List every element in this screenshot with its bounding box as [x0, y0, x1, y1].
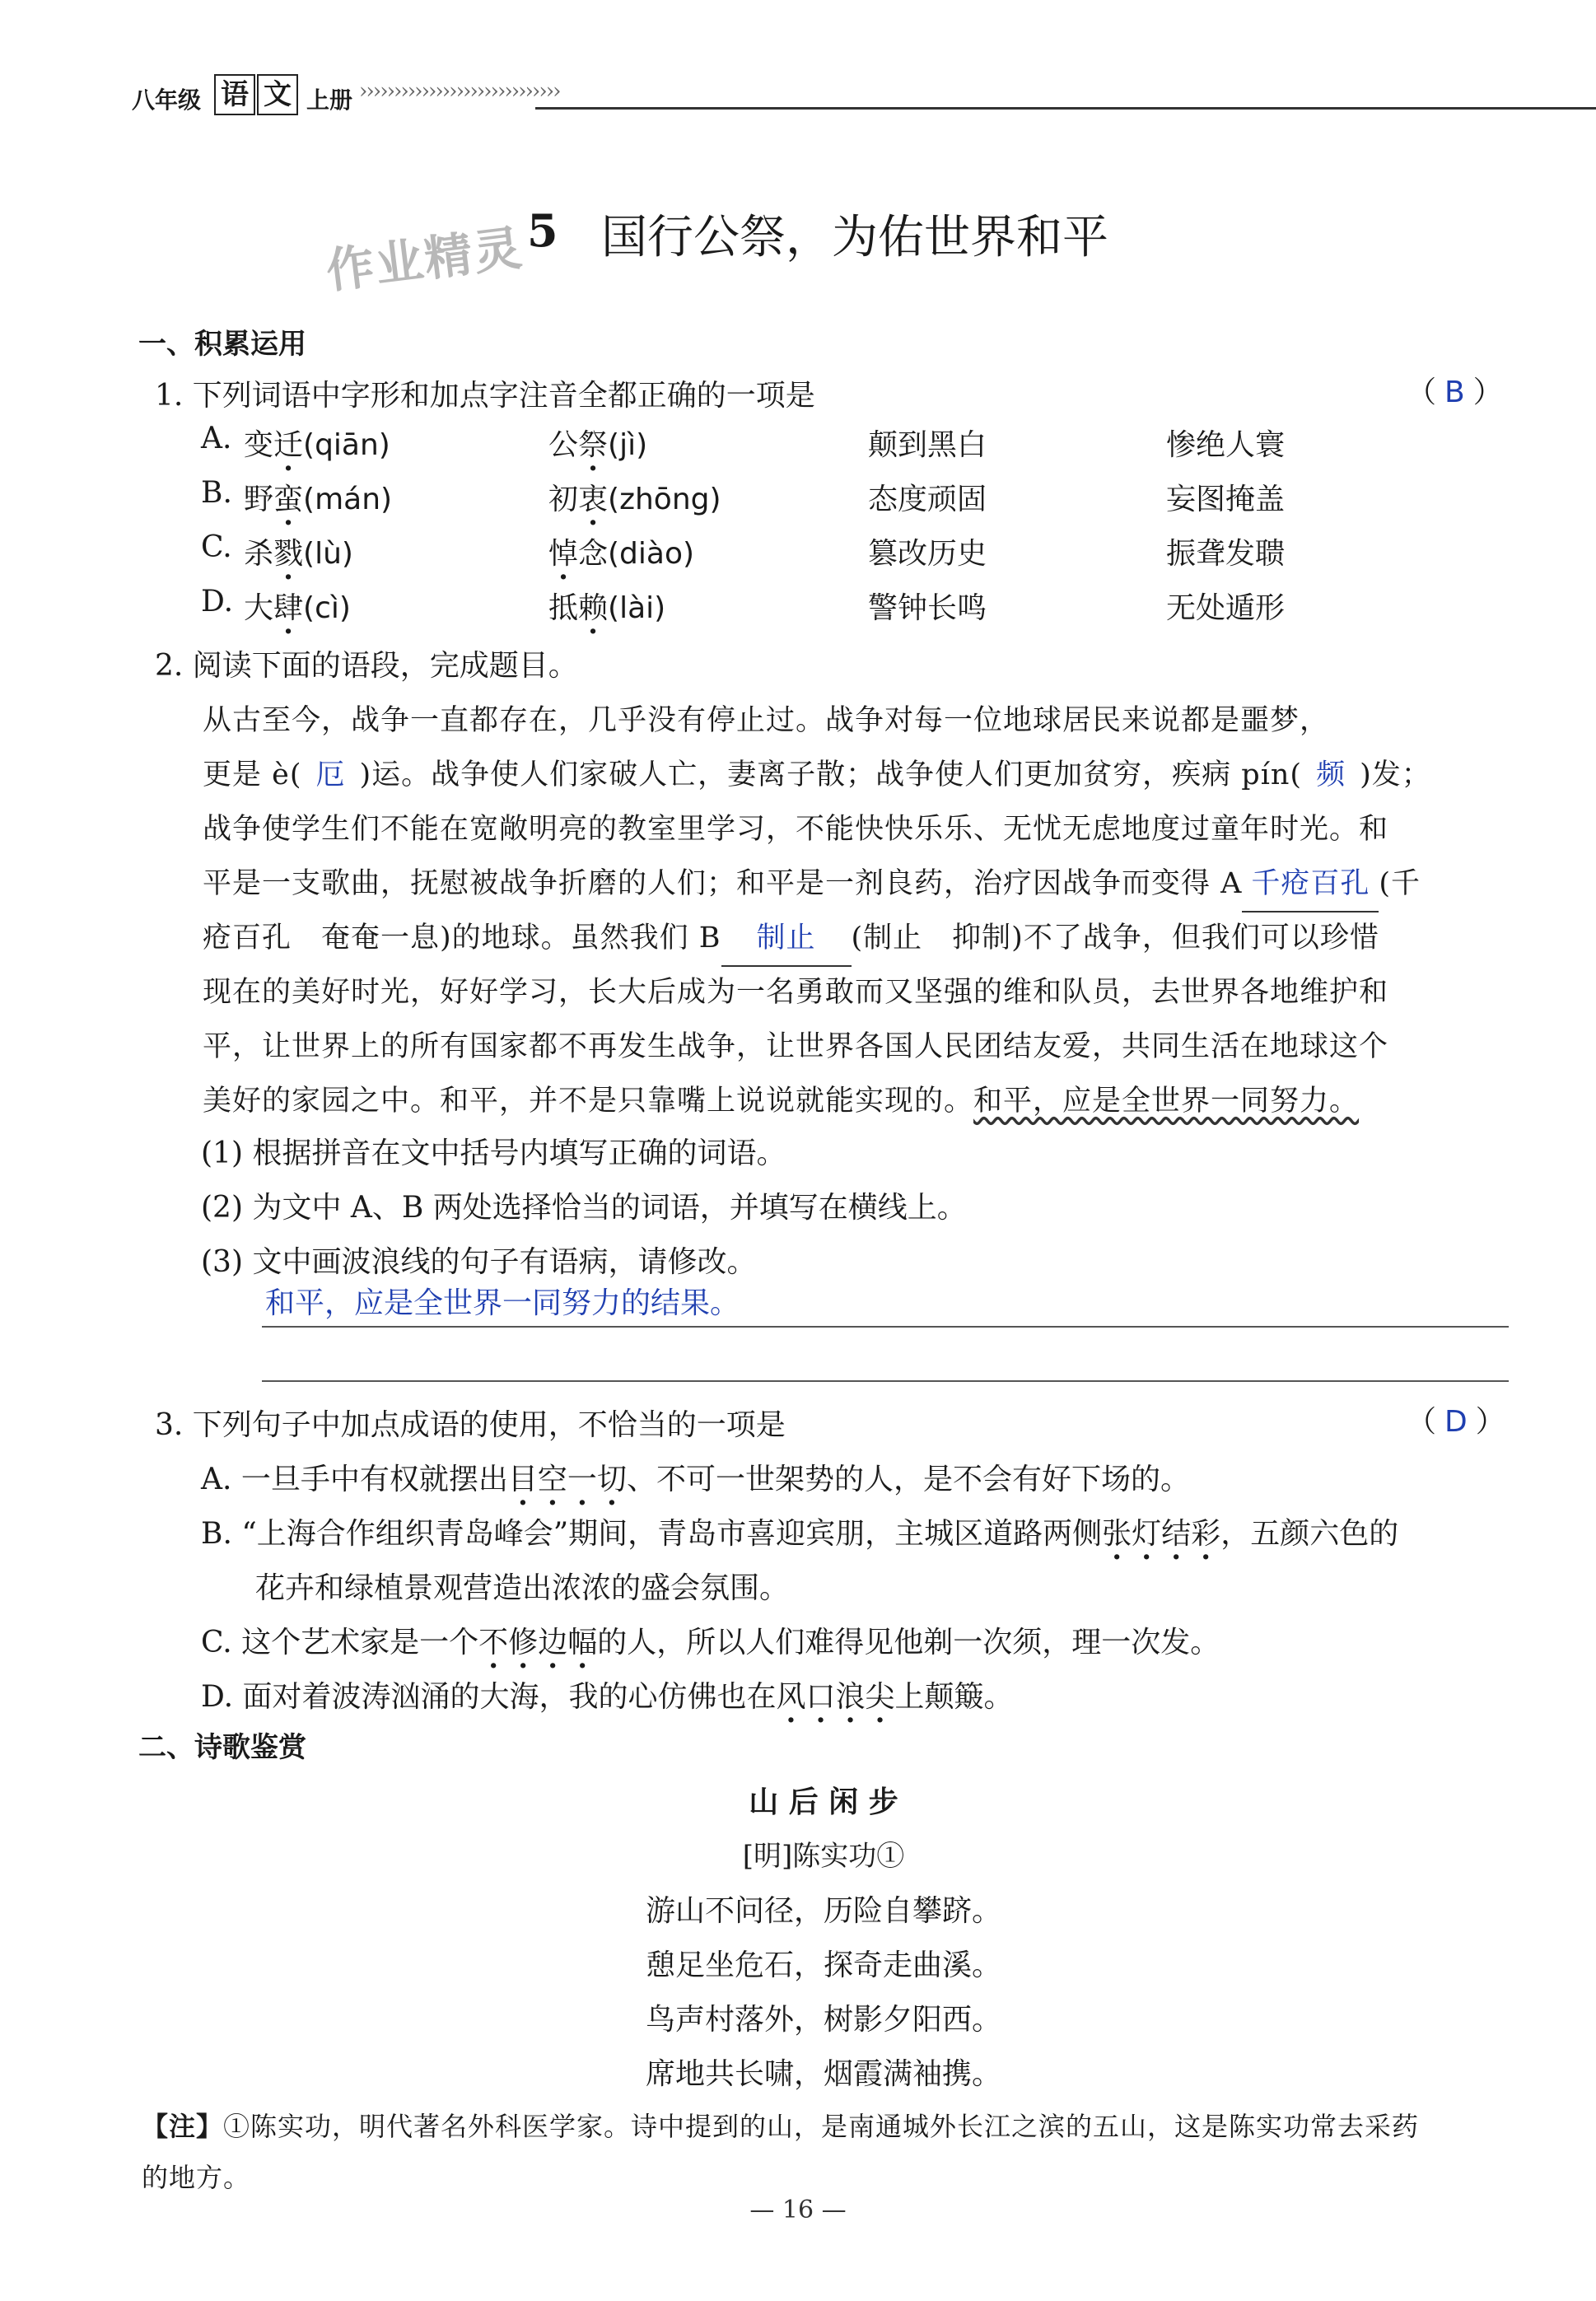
- q3-option-a: [201, 1456, 1190, 1498]
- dotted-idiom-b: [1102, 1517, 1220, 1551]
- option-label: B.: [201, 476, 232, 510]
- poem-title: 山 后 闲 步: [749, 1785, 898, 1819]
- q3-stem: 3. 下列句子中加点成语的使用，不恰当的一项是: [155, 1408, 786, 1442]
- word-text: 警钟长鸣: [868, 591, 987, 625]
- word-text: 抵: [548, 591, 579, 625]
- footnote-line-2: 的地方。: [142, 2162, 251, 2193]
- option-label-cell: [201, 476, 232, 510]
- q1-stem: 1. 下列词语中字形和加点字注音全都正确的一项是: [155, 379, 815, 413]
- q1-answer: B: [1444, 376, 1465, 409]
- word-text: 妄图掩盖: [1166, 483, 1286, 516]
- dotted-char: 蛮: [273, 483, 304, 516]
- dotted-char: 尖: [865, 1680, 895, 1714]
- dotted-char: 一: [567, 1463, 597, 1496]
- subject-char-1: 语: [214, 74, 255, 115]
- header-chevrons: ›››››››››››››››››››››››››››››: [359, 79, 560, 104]
- word-text: 振聋发聩: [1166, 537, 1286, 571]
- dotted-char: 肆: [273, 591, 304, 625]
- q2-sub-2: (2) 为文中 A、B 两处选择恰当的词语，并填写在横线上。: [201, 1191, 967, 1225]
- dotted-char: 切: [596, 1463, 627, 1496]
- option-word-4: [1166, 476, 1285, 518]
- footnote-line-1: ①陈实功，明代著名外科医学家。诗中提到的山，是南通城外长江之滨的五山，这是陈实功常去采药: [223, 2111, 1420, 2142]
- option-word-4: [1166, 530, 1285, 572]
- passage-text: (制止 抑制)不了战争，但我们可以珍惜: [851, 922, 1379, 954]
- q3-option-c: [201, 1619, 1220, 1661]
- dotted-char: 风: [776, 1680, 806, 1714]
- q2-sub-3-answer: 和平，应是全世界一同努力的结果。: [265, 1286, 740, 1320]
- dotted-char: 祭: [578, 428, 609, 462]
- q3-option-b-line2: 花卉和绿植景观营造出浓浓的盛会氛围。: [255, 1571, 790, 1605]
- dotted-char: 修: [508, 1626, 539, 1659]
- answer-pin-fa: 频: [1316, 758, 1346, 791]
- word-text: 初: [548, 483, 579, 516]
- q1-bracket-close: ）: [1472, 376, 1503, 409]
- word-text: 野: [244, 483, 274, 516]
- word-text: 惨绝人寰: [1166, 428, 1286, 462]
- dotted-idiom-c: [478, 1626, 597, 1659]
- q3-option-b: [201, 1510, 1398, 1552]
- passage-text: (千: [1379, 867, 1421, 900]
- answer-line-1: [262, 1326, 1509, 1328]
- lesson-number: 5: [527, 204, 558, 257]
- q1-bracket-open: （: [1407, 376, 1437, 409]
- page-number: — 16 —: [749, 2196, 847, 2224]
- pinyin: (lù): [303, 537, 353, 571]
- wavy-sentence: 和平，应是全世界一同努力。: [973, 1085, 1360, 1118]
- dotted-char: 边: [538, 1626, 568, 1659]
- option-word-3: [868, 530, 987, 572]
- passage-text: )发；: [1360, 758, 1431, 791]
- option-word-3: [868, 422, 987, 464]
- option-word-1: [244, 422, 390, 464]
- word-text: 态度顽固: [868, 483, 987, 516]
- option-label: D.: [201, 585, 234, 618]
- answer-e-yun: 厄: [315, 758, 346, 791]
- dotted-char: 口: [805, 1680, 836, 1714]
- dotted-char: 迁: [273, 428, 304, 462]
- option-text: B. “上海合作组织青岛峰会”期间，青岛市喜迎宾朋，主城区道路两侧: [201, 1517, 1103, 1551]
- option-text: C. 这个艺术家是一个: [201, 1626, 479, 1659]
- option-text: D. 面对着波涛汹涌的大海，我的心仿佛也在: [201, 1680, 777, 1714]
- dotted-char: 悼: [548, 537, 579, 571]
- passage-text: 疮百孔 奄奄一息)的地球。虽然我们 B: [203, 922, 721, 954]
- pinyin: (jì): [608, 428, 648, 462]
- option-label-cell: [201, 530, 232, 564]
- poem-line-1: 游山不问径，历险自攀跻。: [645, 1894, 1001, 1928]
- option-word-1: [244, 585, 351, 627]
- option-word-2: [548, 530, 694, 572]
- option-word-1: [244, 530, 353, 572]
- word-text: 无处遁形: [1166, 591, 1286, 625]
- passage-line-1: 从古至今，战争一直都存在，几乎没有停止过。战争对每一位地球居民来说都是噩梦，: [203, 704, 1330, 737]
- pinyin: (mán): [303, 483, 393, 516]
- dotted-char: 幅: [567, 1626, 598, 1659]
- word-text: 大: [244, 591, 274, 625]
- answer-line-2: [262, 1380, 1509, 1382]
- q3-bracket: [1407, 1398, 1505, 1440]
- footnote: [142, 2100, 1533, 2153]
- dotted-char: 不: [478, 1626, 509, 1659]
- passage-line-3: 战争使学生们不能在宽敞明亮的教室里学习，不能快快乐乐、无忧无虑地度过童年时光。和: [203, 813, 1389, 846]
- grade-label: 八年级: [132, 86, 202, 114]
- word-text: 杀: [244, 537, 274, 571]
- header-rule: [535, 107, 1596, 110]
- section-heading-2: 二、诗歌鉴赏: [138, 1731, 306, 1764]
- option-text: 的人，所以人们难得见他剃一次须，理一次发。: [597, 1626, 1220, 1659]
- passage-line-2: [203, 748, 1537, 802]
- option-label: C.: [201, 530, 232, 564]
- word-text: 篡改历史: [868, 537, 987, 571]
- q3-answer: D: [1444, 1405, 1468, 1439]
- pinyin: 念(diào): [578, 537, 695, 571]
- option-word-3: [868, 476, 987, 518]
- poem-line-4: 席地共长啸，烟霞满袖携。: [645, 2057, 1001, 2091]
- section-heading-1: 一、积累运用: [138, 328, 306, 361]
- dotted-char: 彩: [1191, 1517, 1221, 1551]
- answer-blank-b: 制止: [721, 911, 852, 967]
- q3-bracket-close: ）: [1475, 1405, 1505, 1439]
- poem-line-2: 憩足坐危石，探奇走曲溪。: [645, 1949, 1001, 1982]
- dotted-char: 结: [1161, 1517, 1192, 1551]
- footnote-label: 【注】: [142, 2111, 224, 2142]
- option-word-2: [548, 585, 665, 627]
- passage-text: 平是一支歌曲，抚慰被战争折磨的人们；和平是一剂良药，治疗因战争而变得 A: [203, 867, 1243, 900]
- option-label: A.: [201, 422, 232, 455]
- word-text: 公: [548, 428, 579, 462]
- dotted-char: 戮: [273, 537, 304, 571]
- passage-text: 美好的家园之中。和平，并不是只靠嘴上说说就能实现的。: [203, 1085, 974, 1118]
- dotted-idiom-d: [776, 1680, 894, 1714]
- option-word-3: [868, 585, 987, 627]
- poem-line-3: 鸟声村落外，树影夕阳西。: [645, 2003, 1001, 2037]
- dotted-char: 张: [1102, 1517, 1132, 1551]
- passage-line-5: [203, 911, 1537, 967]
- pinyin: (qiān): [303, 428, 390, 462]
- dotted-char: 赖: [578, 591, 609, 625]
- watermark: 作业精灵: [323, 219, 526, 300]
- option-text: 、不可一世架势的人，是不会有好下场的。: [626, 1463, 1190, 1496]
- q2-passage: [203, 693, 1520, 748]
- pinyin: (cì): [303, 591, 351, 625]
- passage-line-8: [203, 1074, 1537, 1128]
- passage-line-6: 现在的美好时光，好好学习，长大后成为一名勇敢而又坚强的维和队员，去世界各地维护和: [203, 976, 1389, 1009]
- q3-option-d: [201, 1673, 1014, 1715]
- option-text: ，五颜六色的: [1220, 1517, 1399, 1551]
- option-word-2: [548, 476, 721, 518]
- option-word-2: [548, 422, 647, 464]
- passage-line-4: [203, 856, 1537, 912]
- dotted-idiom-a: [508, 1463, 627, 1496]
- answer-blank-a: 千疮百孔: [1242, 856, 1379, 912]
- pinyin: (lài): [608, 591, 666, 625]
- dotted-char: 衷: [578, 483, 609, 516]
- option-word-1: [244, 476, 392, 518]
- dotted-char: 灯: [1132, 1517, 1162, 1551]
- q2-stem: 2. 阅读下面的语段，完成题目。: [155, 649, 578, 683]
- volume-label: 上册: [306, 86, 353, 114]
- pinyin: (zhōng): [608, 483, 721, 516]
- dotted-char: 浪: [835, 1680, 866, 1714]
- word-text: 颠到黑白: [868, 428, 987, 462]
- q1-bracket: [1407, 369, 1503, 411]
- q2-sub-1: (1) 根据拼音在文中括号内填写正确的词语。: [201, 1136, 786, 1170]
- subject-char-2: 文: [257, 74, 298, 115]
- dotted-char: 目: [507, 1463, 538, 1496]
- q2-sub-3: (3) 文中画波浪线的句子有语病，请修改。: [201, 1245, 757, 1279]
- page-header: [132, 72, 1515, 114]
- option-text: A. 一旦手中有权就摆出: [201, 1463, 508, 1496]
- passage-text: 更是 è(: [203, 758, 302, 791]
- word-text: 变: [244, 428, 274, 462]
- option-word-4: [1166, 585, 1285, 627]
- option-label-cell: [201, 585, 233, 618]
- q3-bracket-open: （: [1407, 1405, 1437, 1439]
- passage-text: )运。战争使人们家破人亡，妻离子散；战争使人们更加贫穷，疾病 pín(: [359, 758, 1303, 791]
- option-word-4: [1166, 422, 1285, 464]
- lesson-title: 国行公祭，为佑世界和平: [601, 211, 1108, 264]
- option-label-cell: [201, 422, 231, 455]
- option-text: 上颠簸。: [894, 1680, 1014, 1714]
- dotted-char: 空: [537, 1463, 567, 1496]
- poem-author: [明]陈实功①: [742, 1840, 905, 1873]
- passage-line-7: 平，让世界上的所有国家都不再发生战争，让世界各国人民团结友爱，共同生活在地球这个: [203, 1030, 1389, 1063]
